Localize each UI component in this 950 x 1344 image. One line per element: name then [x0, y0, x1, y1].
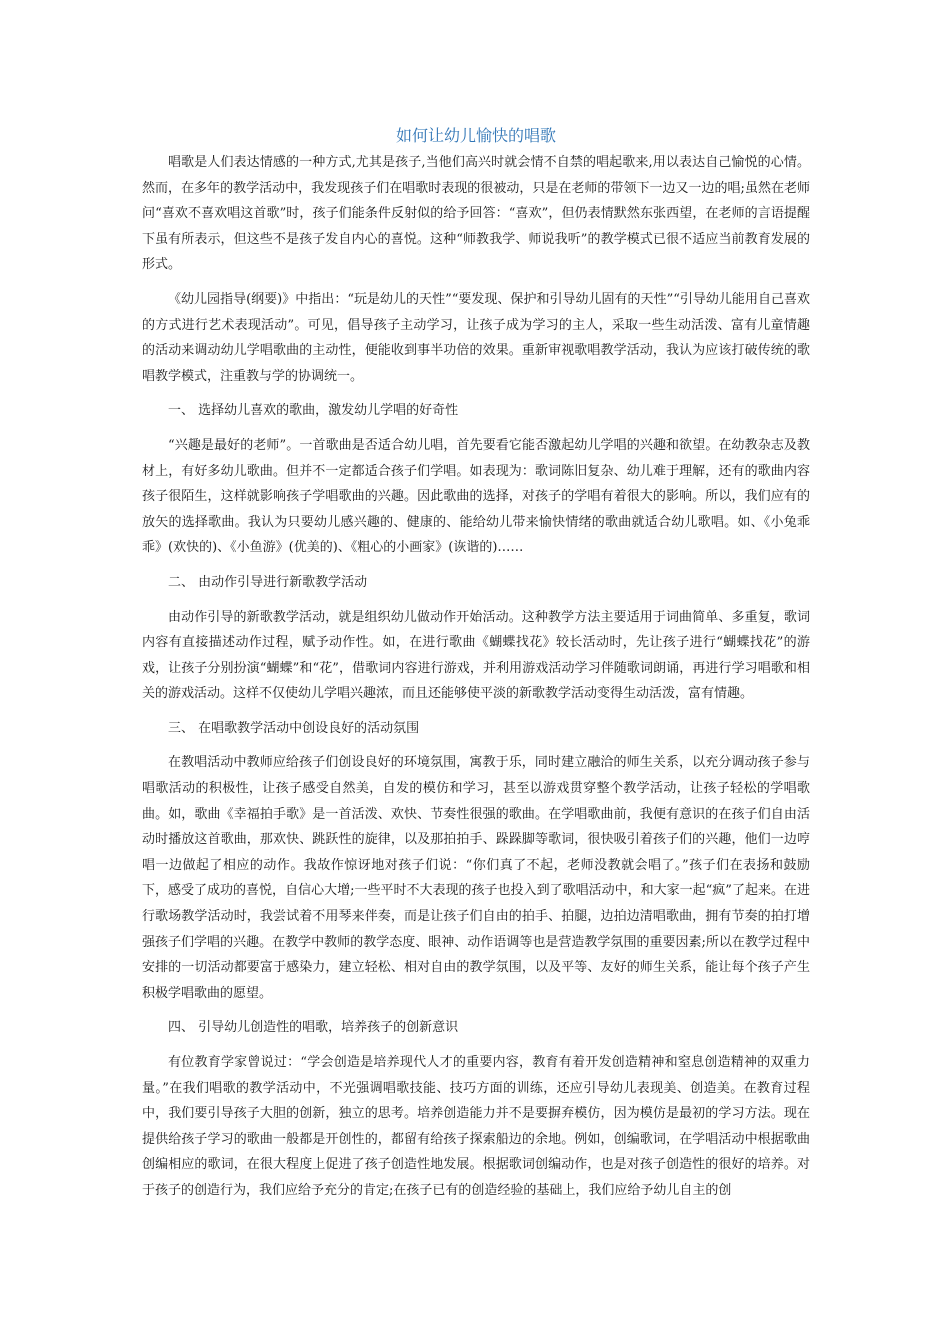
paragraph-section-1: “兴趣是最好的老师”。一首歌曲是否适合幼儿唱，首先要看它能否激起幼儿学唱的兴趣和欲望。在幼教杂志及教材上，有好多幼儿歌曲。但并不一定都适合孩子们学唱。如表现为：歌词陈旧复杂、幼儿难于理解，还有的歌曲内容孩子很陌生，这样就影响孩子学唱歌曲的兴趣。因此歌曲的选择，对孩子的学唱有着很大的影响。所以，我们应有的放矢的选择歌曲。我认为只要幼儿感兴趣的、健康的、能给幼儿带来愉快情绪的歌曲就适合幼儿歌唱。如、《小兔乖乖》(欢快的)、《小鱼游》(优美的)、《粗心的小画家》(诙谐的)……	[142, 437, 810, 556]
document-title: 如何让幼儿愉快的唱歌	[395, 126, 556, 145]
document-page	[142, 124, 810, 1213]
section-heading-3: 三、 在唱歌教学活动中创设良好的活动氛围	[168, 720, 420, 736]
paragraph-section-2: 由动作引导的新歌教学活动，就是组织幼儿做动作开始活动。这种教学方法主要适用于词曲简单、多重复，歌词内容有直接描述动作过程，赋予动作性。如，在进行歌曲《蝴蝶找花》较长活动时，先让孩子进行“蝴蝶找花”的游戏，让孩子分别扮演“蝴蝶”和“花”，借歌词内容进行游戏，并利用游戏活动学习伴随歌词朗诵，再进行学习唱歌和相关的游戏活动。这样不仅使幼儿学唱兴趣浓，而且还能够使平淡的新歌教学活动变得生动活泼，富有情趣。	[142, 609, 810, 702]
paragraph-section-3: 在教唱活动中教师应给孩子们创设良好的环境氛围，寓教于乐，同时建立融洽的师生关系，以充分调动孩子参与唱歌活动的积极性，让孩子感受自然美，自发的模仿和学习，甚至以游戏贯穿整个教学活动，让孩子轻松的学唱歌曲。如，歌曲《幸福拍手歌》是一首活泼、欢快、节奏性很强的歌曲。在学唱歌曲前，我便有意识的在孩子们自由活动时播放这首歌曲，那欢快、跳跃性的旋律，以及那拍拍手、跺跺脚等歌词，很快吸引着孩子们的兴趣，他们一边哼唱一边做起了相应的动作。我故作惊讶地对孩子们说：“你们真了不起，老师没教就会唱了。”孩子们在表扬和鼓励下，感受了成功的喜悦，自信心大增;一些平时不大表现的孩子也投入到了歌唱活动中，和大家一起“疯”了起来。在进行歌场教学活动时，我尝试着不用琴来伴奏，而是让孩子们自由的拍手、拍腿，边拍边清唱歌曲，拥有节奏的拍打增强孩子们学唱的兴趣。在教学中教师的教学态度、眼神、动作语调等也是营造教学氛围的重要因素;所以在教学过程中安排的一切活动都要富于感染力，建立轻松、相对自由的教学氛围，以及平等、友好的师生关系，能让每个孩子产生积极学唱歌曲的愿望。	[142, 755, 810, 1001]
paragraph-guideline: 《幼儿园指导(纲要)》中指出：“玩是幼儿的天性”“要发现、保护和引导幼儿固有的天性”“引导幼儿能用自己喜欢的方式进行艺术表现活动”。可见，倡导孩子主动学习，让孩子成为学习的主人，采取一些生动活泼、富有儿童情趣的活动来调动幼儿学唱歌曲的主动性，便能收到事半功倍的效果。重新审视歌唱教学活动，我认为应该打破传统的歌唱教学模式，注重教与学的协调统一。	[142, 291, 810, 384]
paragraph-section-4: 有位教育学家曾说过：“学会创造是培养现代人才的重要内容，教育有着开发创造精神和窒息创造精神的双重力量。”在我们唱歌的教学活动中，不光强调唱歌技能、技巧方面的训练，还应引导幼儿表现美、创造美。在教育过程中，我们要引导孩子大胆的创新，独立的思考。培养创造能力并不是要摒弃模仿，因为模仿是最初的学习方法。现在提供给孩子学习的歌曲一般都是开创性的，都留有给孩子探索船边的余地。例如，创编歌词，在学唱活动中根据歌曲创编相应的歌词，在很大程度上促进了孩子创造性地发展。根据歌词创编动作，也是对孩子创造性的很好的培养。对于孩子的创造行为，我们应给予充分的肯定;在孩子已有的创造经验的基础上，我们应给予幼儿自主的创	[142, 1055, 810, 1198]
paragraph-intro: 唱歌是人们表达情感的一种方式,尤其是孩子,当他们高兴时就会情不自禁的唱起歌来,用以表达自己愉悦的心情。然而，在多年的教学活动中，我发现孩子们在唱歌时表现的很被动，只是在老师的带领下一边又一边的唱;虽然在老师问“喜欢不喜欢唱这首歌”时，孩子们能条件反射似的给予回答：“喜欢”，但仍表情默然东张西望，在老师的言语提醒下虽有所表示，但这些不是孩子发自内心的喜悦。这种“师教我学、师说我听”的教学模式已很不适应当前教育发展的形式。	[142, 155, 810, 273]
section-heading-2: 二、 由动作引导进行新歌教学活动	[168, 574, 368, 590]
section-heading-4: 四、 引导幼儿创造性的唱歌，培养孩子的创新意识	[168, 1020, 459, 1036]
section-heading-1: 一、 选择幼儿喜欢的歌曲，激发幼儿学唱的好奇性	[168, 403, 459, 419]
